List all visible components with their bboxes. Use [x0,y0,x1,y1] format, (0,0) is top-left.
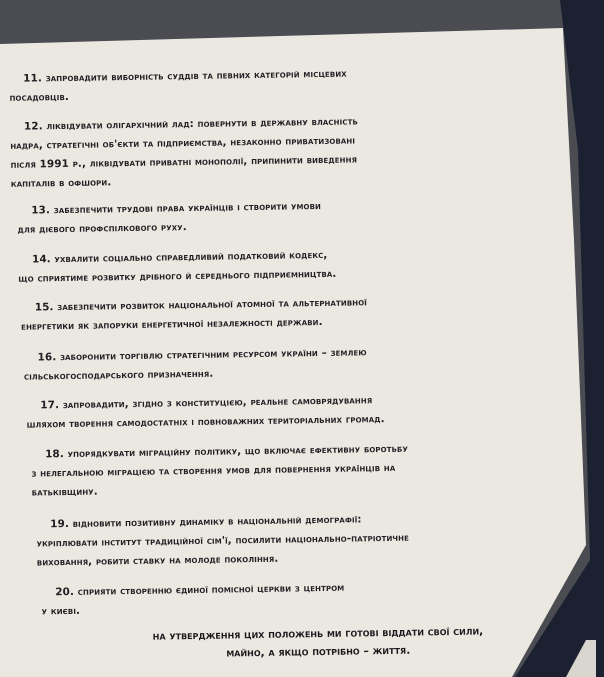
list-item: 14. ухвалити соціально справедливий податковий кодекс, що сприятиме розвитку дрібного й середнього підприємництва. [18,248,337,285]
list-item: 17. запровадити, згідно з конституцією, реальне самоврядування шляхом творення самодостатніх і повноважних територіальних громад. [26,394,385,431]
list-item: 20. сприяти створенню єдиної помісної церкви з центром у києві. [41,581,345,618]
list-item: 11. запровадити виборність суддів та певних категорій місцевих посадовців. [9,67,347,104]
list-item: 18. упорядкувати міграційну політику, що включає ефективну боротьбу з нелегальною міграцією та створення умов для повернення українців на батьківщину. [31,442,409,499]
list-item: 16. заборонити торгівлю стратегічним ресурсом україни – землею сільськогосподарського призначення. [23,346,367,383]
list-item: 15. забезпечити розвиток національної атомної та альтернативної енергетики як запоруки енергетичної незалежності держави. [21,296,368,333]
closing-statement: на утвердження цих положень ми готові віддати свої сили, майно, а якщо потрібно – життя. [152,624,484,660]
list-item: 19. відновити позитивну динаміку в національній демографії: укріплювати інститут традиційної сім'ї, посилити національно-патріотичне виховання, робити ставку на молоде покоління. [36,513,410,569]
list-item: 13. забезпечити трудові права українців і створити умови для дієвого профспілкового руху. [17,199,322,236]
list-item: 12. ліквідувати олігархічний лад: повернути в державну власність надра, стратегічні об'єкти та підприємства, незаконно приватизовані після 1991 р., ліквідувати приватні монополії, припинити виведення капіталів в офшори. [10,115,358,190]
